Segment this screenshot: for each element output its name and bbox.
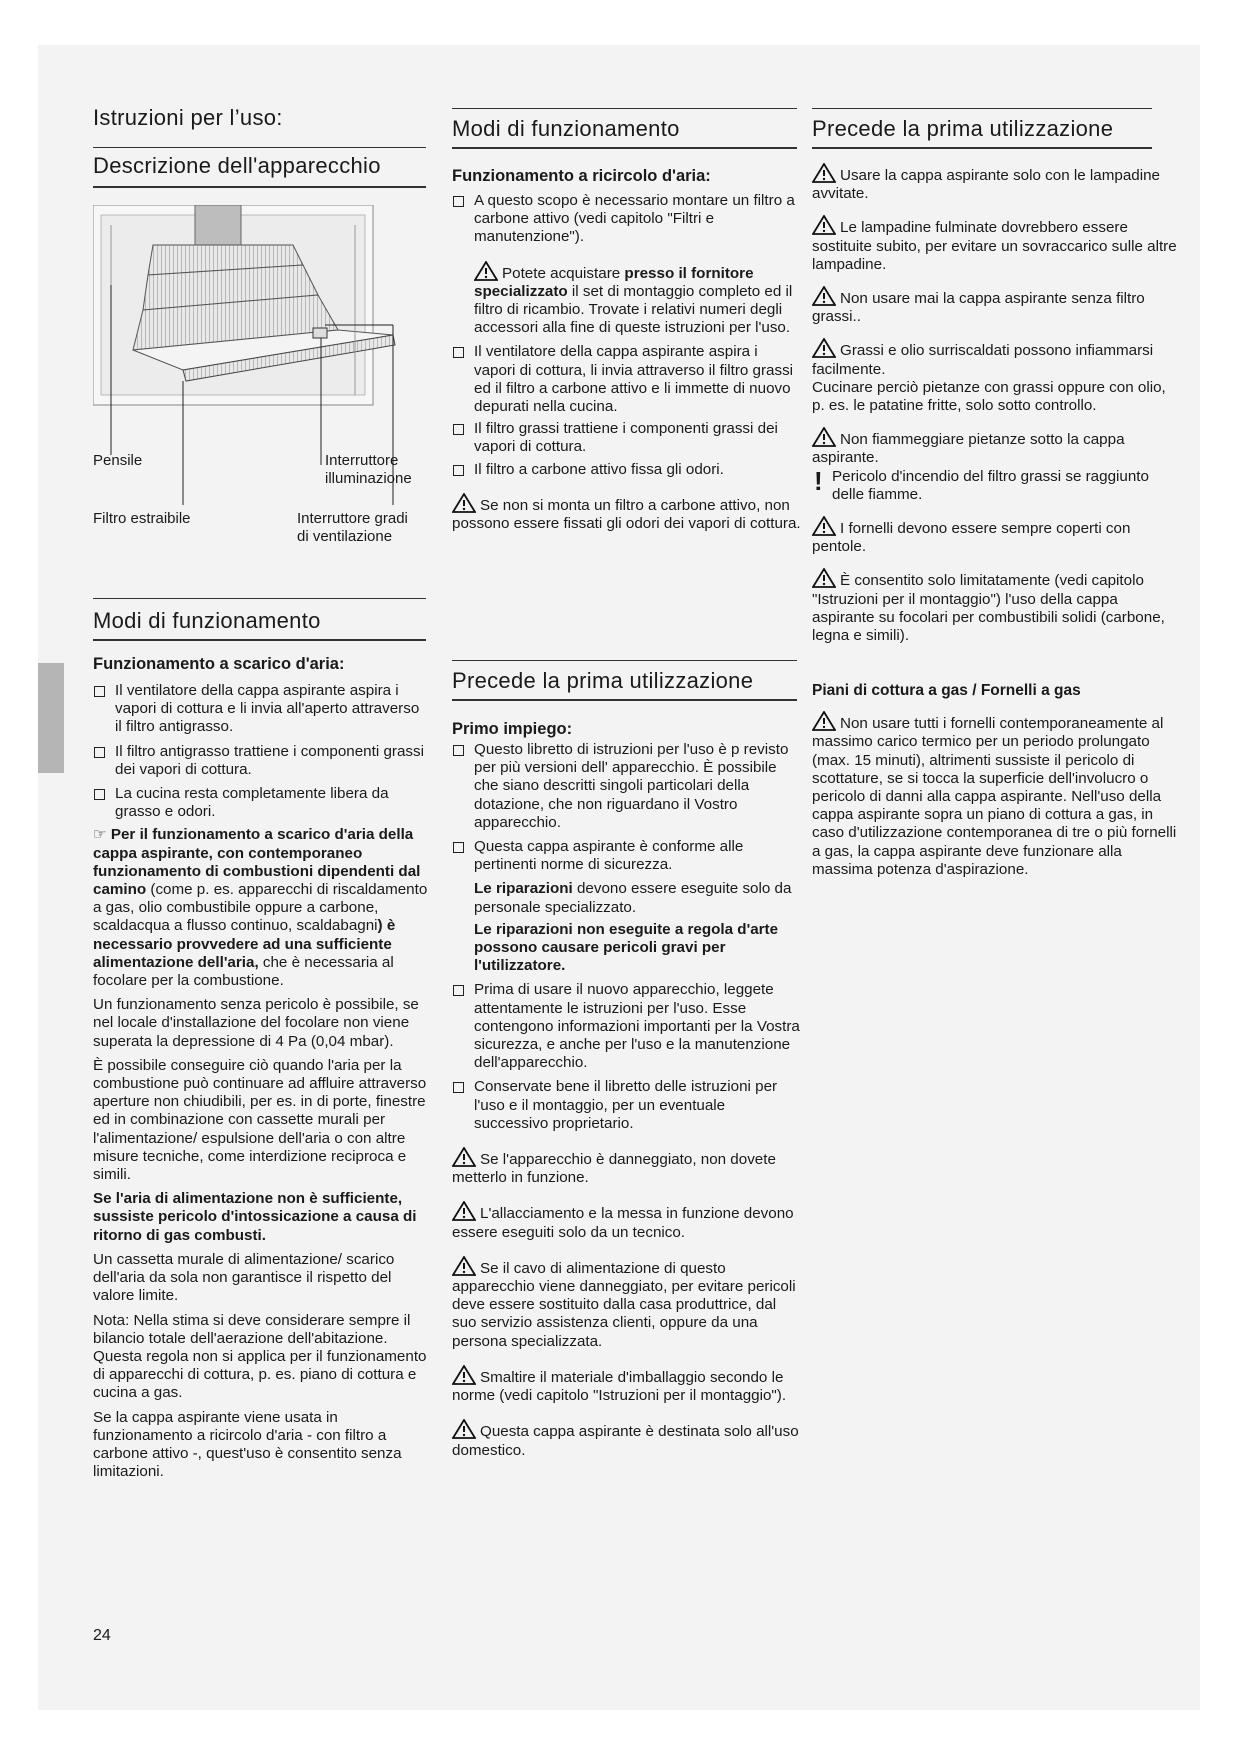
label-interruttore-gradi: Interruttore gradi di ventilazione xyxy=(297,510,408,545)
warning-note: Non usare mai la cappa aspirante senza filtro grassi.. xyxy=(812,286,1182,326)
warning-note: I fornelli devono essere sempre coperti con pentole. xyxy=(812,516,1182,556)
warning-note: Grassi e olio surriscaldati possono infiammarsi facilmente. xyxy=(812,338,1182,378)
page-number: 24 xyxy=(93,1627,111,1644)
list-item: Questo libretto di istruzioni per l'uso è p revisto per più versioni dell' apparecchio. È possibile che siano descritti singoli particolari della dotazione, che non riguardano il Vostro apparecchio. xyxy=(452,741,802,832)
paragraph: Un funzionamento senza pericolo è possibile, se nel locale d'installazione del focolare non viene superata la depressione di 4 Pa (0,04 mbar). xyxy=(93,996,419,1050)
list-item: A questo scopo è necessario montare un filtro a carbone attivo (vedi capitolo "Filtri e manutenzione"). xyxy=(452,192,802,247)
column-1-lower xyxy=(93,598,428,1481)
warning-note: L'allacciamento e la messa in funzione devono essere eseguiti solo da un tecnico. xyxy=(452,1201,802,1241)
list-item: La cucina resta completamente libera da grasso e odori. xyxy=(93,785,428,821)
label-filtro-estraibile: Filtro estraibile xyxy=(93,510,191,527)
warning-note: Usare la cappa aspirante solo con le lampadine avvitate. xyxy=(812,163,1182,203)
warning-note: Non usare tutti i fornelli contemporaneamente al massimo carico termico per un periodo prolungato (max. 15 minuti), altrimenti sussiste il pericolo di scottature, se si tocca la superficie dell'involucro o pericolo di danni alla cappa aspirante. Nell'uso della cappa aspirante sopra un piano di cottura a gas, in caso d'utilizzazione contemporanea di tre o più fornelli a gas, la cappa aspirante deve funzionare alla massima potenza d'aspirazione. xyxy=(812,711,1182,879)
primo-impiego-title: Primo impiego: xyxy=(452,720,573,738)
ricircolo-title: Funzionamento a ricircolo d'aria: xyxy=(452,167,711,185)
column-2-lower xyxy=(452,660,802,1460)
danger-paragraph: Se l'aria di alimentazione non è sufficiente, sussiste pericolo d'intossicazione a causa di ritorno di gas combusti. xyxy=(93,1190,417,1244)
column-2 xyxy=(452,108,802,533)
piani-gas-title: Piani di cottura a gas / Fornelli a gas xyxy=(812,682,1081,700)
warning-note: Questa cappa aspirante è destinata solo all'uso domestico. xyxy=(452,1419,802,1459)
danger-paragraph: Le riparazioni non eseguite a regola d'arte possono causare pericoli gravi per l'utilizzatore. xyxy=(474,920,779,975)
list-item: Prima di usare il nuovo apparecchio, leggete attentamente le istruzioni per l'uso. Esse contengono informazioni importanti per la Vostra sicurezza, e anche per l'uso e la manutenzione dell'apparecchio. xyxy=(452,981,802,1072)
list-item: Conservate bene il libretto delle istruzioni per l'uso e il montaggio, per un eventuale successivo proprietario. xyxy=(452,1078,802,1133)
precede-title-col3: Precede la prima utilizzazione xyxy=(812,116,1114,141)
warning-triangle-icon xyxy=(452,493,476,513)
warning-note: Se non si monta un filtro a carbone attivo, non possono essere fissati gli odori dei vapori di cottura. xyxy=(452,493,802,533)
paragraph: È possibile conseguire ciò quando l'aria per la combustione può continuare ad affluire attraverso aperture non chiudibili, per es. in di porte, finestre ed in combinazione con cassette murali per l'alimentazione/ espulsione dell'aria o con altre misure tecniche, come interdizione reciproca e simili. xyxy=(93,1056,427,1184)
description-title: Descrizione dell'apparecchio xyxy=(93,153,381,178)
scarico-title: Funzionamento a scarico d'aria: xyxy=(93,655,345,673)
label-pensile: Pensile xyxy=(93,452,143,469)
column-3 xyxy=(812,108,1182,879)
list-item: Il filtro antigrasso trattiene i componenti grassi dei vapori di cottura. xyxy=(93,743,428,779)
section-tab-marker xyxy=(38,663,64,773)
precede-title-col2: Precede la prima utilizzazione xyxy=(452,668,754,693)
label-interruttore-illuminazione: Interruttore illuminazione xyxy=(325,452,412,487)
warning-note: Smaltire il materiale d'imballaggio secondo le norme (vedi capitolo "Istruzioni per il montaggio"). xyxy=(452,1365,802,1405)
warning-note: Le lampadine fulminate dovrebbero essere sostituite subito, per evitare un sovraccarico sulle altre lampadine. xyxy=(812,215,1182,274)
paragraph: Un cassetta murale di alimentazione/ scarico dell'aria da sola non garantisce il rispetto del valore limite. xyxy=(93,1250,395,1305)
warning-triangle-icon xyxy=(812,215,836,235)
warning-triangle-icon xyxy=(452,1201,476,1221)
paragraph: Le riparazioni devono essere eseguite solo da personale specializzato. xyxy=(474,880,792,916)
warning-note: Se l'apparecchio è danneggiato, non dovete metterlo in funzione. xyxy=(452,1147,802,1187)
paragraph: Se la cappa aspirante viene usata in funzionamento a ricircolo d'aria - con filtro a carbone attivo -, quest'uso è consentito senza limitazioni. xyxy=(93,1408,402,1481)
document-header: Istruzioni per l’uso: xyxy=(93,105,283,130)
list-item: Il filtro a carbone attivo fissa gli odori. xyxy=(452,461,802,479)
warning-triangle-icon xyxy=(452,1147,476,1167)
warning-triangle-icon xyxy=(812,163,836,183)
warning-note: Potete acquistare presso il fornitore specializzato il set di montaggio completo ed il filtro di ricambio. Trovate i relativi numeri degli accessori alla fine di queste istruzioni per l'uso. xyxy=(452,261,802,338)
warning-triangle-icon xyxy=(452,1256,476,1276)
warning-triangle-icon xyxy=(812,568,836,588)
warning-triangle-icon xyxy=(474,261,498,281)
exclamation-icon: ! xyxy=(814,465,823,496)
paragraph: Cucinare perciò pietanze con grassi oppure con olio, p. es. le patatine fritte, solo sotto controllo. xyxy=(812,378,1166,415)
ventilation-note: ☞ Per il funzionamento a scarico d'aria della cappa aspirante, con contemporaneo funzionamento di combustioni dipendenti dal camino (come p. es. apparecchi di riscaldamento a gas, olio combustibile oppure a carbone, scaldacqua a flusso continuo, scaldabagni) è necessario provvedere ad una sufficiente alimentazione dell'aria, che è necessaria al focolare per la combustione. xyxy=(93,825,428,990)
list-item: Il ventilatore della cappa aspirante aspira i vapori di cottura, li invia attraverso il filtro grassi ed il filtro a carbone attivo e li immette di nuovo depurati nella cucina. xyxy=(452,343,802,416)
warning-note: Se il cavo di alimentazione di questo apparecchio viene danneggiato, per evitare pericoli deve essere sostituito dalla casa produttrice, dal suo servizio assistenza clienti, oppure da una persona specializzata. xyxy=(452,1256,802,1351)
warning-triangle-icon xyxy=(812,711,836,731)
list-item: Il ventilatore della cappa aspirante aspira i vapori di cottura e li invia all'aperto attraverso il filtro antigrasso. xyxy=(93,682,428,737)
warning-triangle-icon xyxy=(452,1419,476,1439)
modi-title-col2: Modi di funzionamento xyxy=(452,116,680,141)
modi-title-col1: Modi di funzionamento xyxy=(93,608,321,633)
warning-note: Non fiammeggiare pietanze sotto la cappa aspirante. xyxy=(812,427,1182,467)
warning-triangle-icon xyxy=(812,427,836,447)
warning-triangle-icon xyxy=(812,286,836,306)
paragraph: Nota: Nella stima si deve considerare sempre il bilancio totale dell'aerazione dell'abitazione. Questa regola non si applica per il funzionamento di apparecchi di cottura, p. es. piano di cottura e cucina a gas. xyxy=(93,1311,427,1402)
warning-triangle-icon xyxy=(812,516,836,536)
list-item: Il filtro grassi trattiene i componenti grassi dei vapori di cottura. xyxy=(452,420,802,456)
warning-triangle-icon xyxy=(452,1365,476,1385)
pointing-hand-icon: ☞ xyxy=(93,825,107,844)
fire-danger-note: ! Pericolo d'incendio del filtro grassi se raggiunto delle fiamme. xyxy=(814,465,1149,503)
warning-note: È consentito solo limitatamente (vedi capitolo "Istruzioni per il montaggio") l'uso della cappa aspirante su focolari per combustibili solidi (carbone, legna e simili). xyxy=(812,568,1182,645)
warning-triangle-icon xyxy=(812,338,836,358)
list-item: Questa cappa aspirante è conforme alle pertinenti norme di sicurezza. xyxy=(452,838,802,874)
